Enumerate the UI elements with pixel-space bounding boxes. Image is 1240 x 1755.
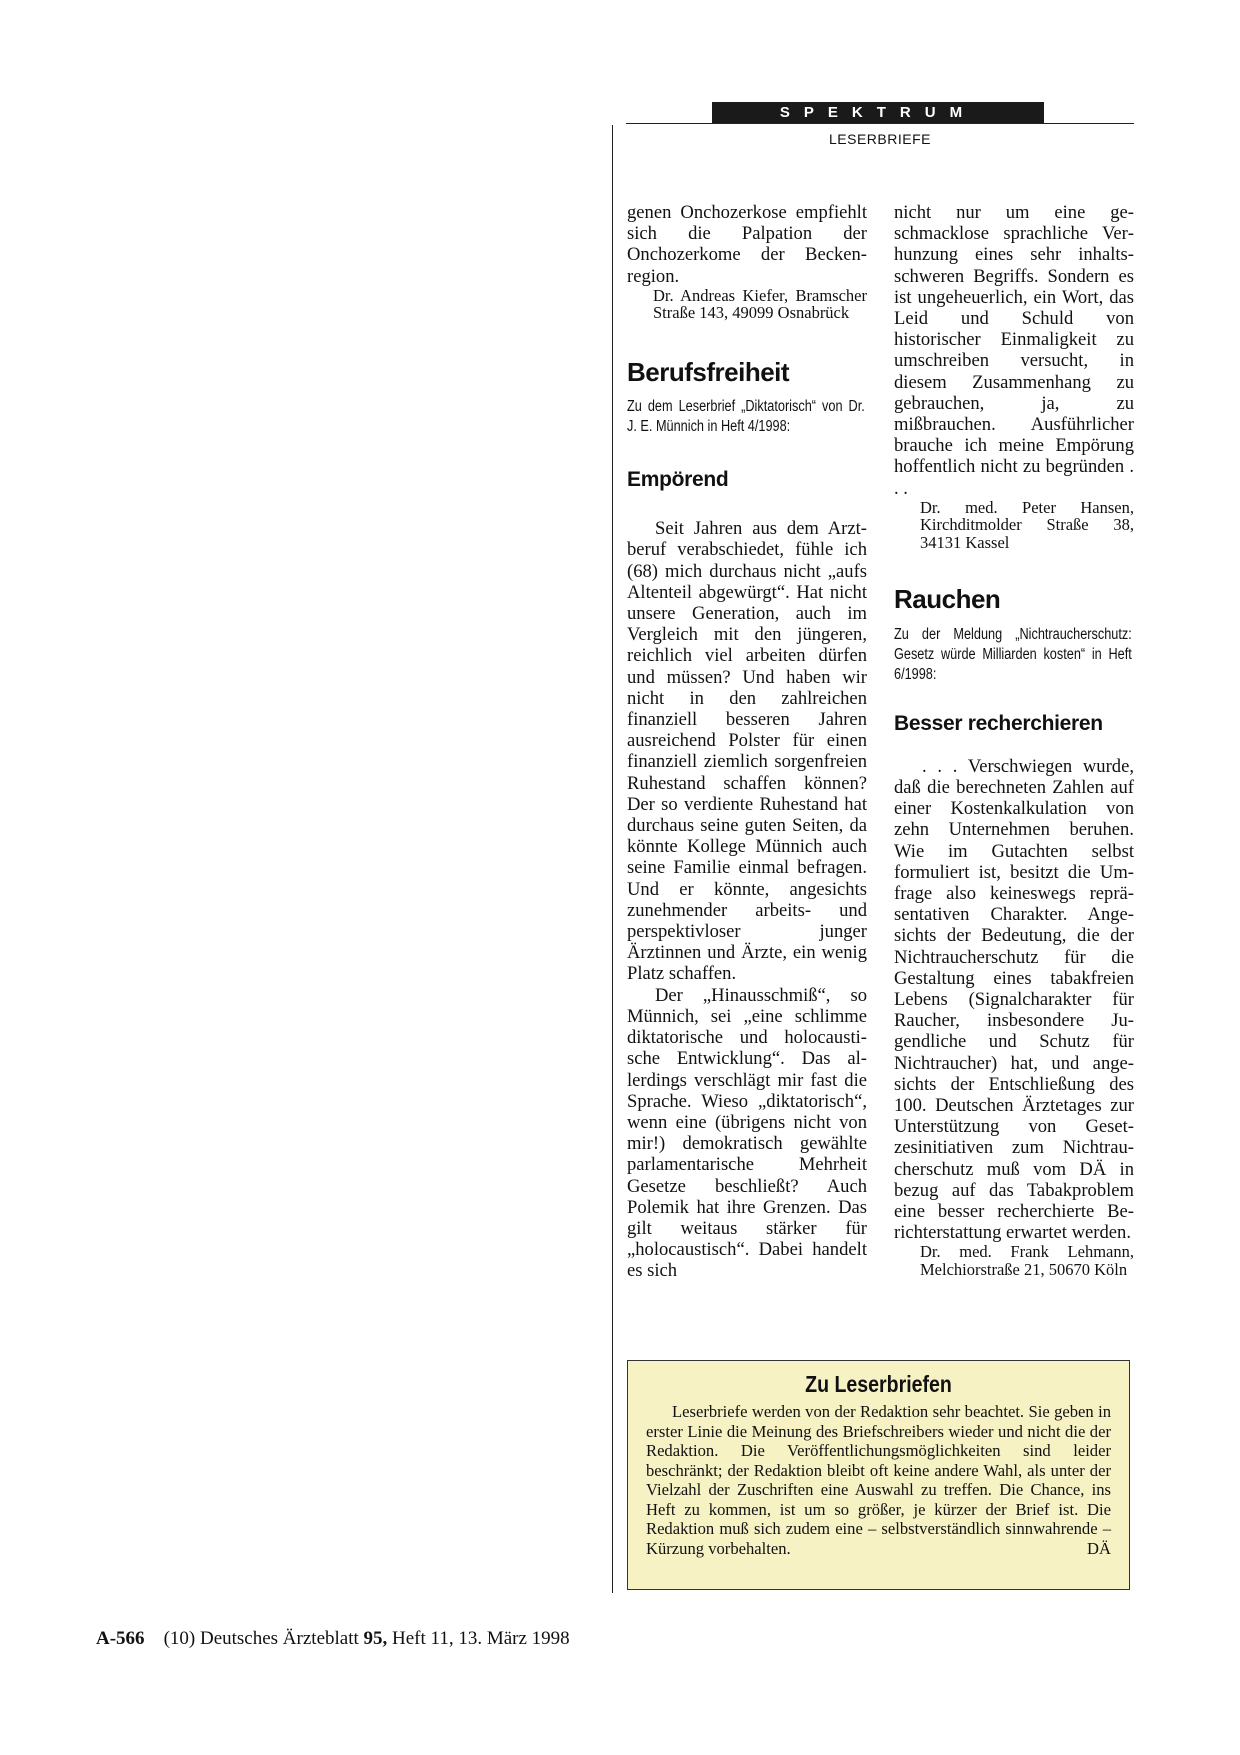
subheading-empoerend: Empörend [627, 468, 729, 492]
section-header-bar [712, 102, 1044, 123]
page-number: A-566 [96, 1628, 145, 1649]
footer-volume: 95, [363, 1628, 388, 1649]
letter-paragraph-2: Der „Hinausschmiß“, so Münnich, sei „eine schlimme diktatorische und holocaustische Entwicklung“. Das allerdings verschlägt mir fast die Sprache. Wieso „diktatorisch“, wenn eine (übrigens nicht von mir!) demokratisch gewählte parlamentarische Mehrheit Gesetze beschließt? Auch Polemik hat ihre Grenzen. Das gilt weitaus stärker für „holocaustisch“. Dabei handelt es sich [627, 984, 867, 1282]
page-footer [96, 1628, 570, 1650]
intro-signature: Dr. Andreas Kiefer, Bramscher Straße 143, 49099 Osnabrück [653, 285, 867, 323]
header-rule [626, 123, 1134, 124]
heading-rauchen: Rauchen [894, 584, 1001, 615]
heading-berufsfreiheit: Berufsfreiheit [627, 356, 790, 387]
info-box-text [646, 1402, 1111, 1558]
column-divider [612, 125, 613, 1593]
signature-hansen: Dr. med. Peter Hansen, Kirchditmolder Straße 38, 34131 Kassel [920, 497, 1134, 552]
heading-intro-berufsfreiheit: Zu dem Leserbrief „Diktatorisch“ von Dr. J. E. Münnich in Heft 4/1998: [627, 398, 865, 436]
footer-issue-prefix: (10) Deutsches Ärzteblatt [163, 1628, 359, 1649]
left-column [627, 202, 867, 1282]
subheading-besser-recherchieren: Besser recherchieren [894, 711, 1103, 735]
info-box-sign: DÄ [1087, 1538, 1111, 1558]
intro-text: genen Onchozerkose empfiehlt sich die Palpation der Onchozerkome der Beckenregion. [627, 202, 867, 287]
info-box-body: Leserbriefe werden von der Redaktion sehr beachtet. Sie geben in erster Linie die Meinung des Briefschreibers wieder und nicht die der Redaktion. Die Veröffentlichungsmöglichkeiten sind leider beschränkt; der Redaktion bleibt oft keine andere Wahl, als unter der Vielzahl der Zuschriften eine Auswahl zu treffen. Die Chance, ins Heft zu kommen, ist um so größer, je kürzer der Brief ist. Die Redaktion muß sich zudem eine – selbstverständlich sinnwahrende – Kürzung vorbehalten. [646, 1402, 1111, 1558]
letter-paragraph-rauchen: . . . Verschwiegen wurde, daß die berechneten Zahlen auf einer Kostenkalkulation von zehn Unternehmen beruhen. Wie im Gutachten selbst formuliert ist, besitzt die Umfrage also keineswegs repräsentativen Charakter. Angesichts der Bedeutung, die der Nichtraucherschutz für die Gestaltung eines tabakfreien Lebens (Signalcharakter für Raucher, insbesondere Jugendliche und Schutz für Nichtraucher) hat, und angesichts der Entschließung des 100. Deutschen Ärztetages zur Unterstützung von Gesetzesinitiativen zum Nichtraucherschutz muß vom DÄ in bezug auf das Tabakproblem eine besser recherchierte Berichterstattung erwartet werden. [894, 755, 1134, 1244]
signature-lehmann: Dr. med. Frank Lehmann, Melchiorstraße 21, 50670 Köln [920, 1242, 1134, 1279]
letter-continuation: nicht nur um eine geschmacklose sprachliche Verhunzung eines sehr inhaltsschweren Begriffs. Sondern es ist ungeheuerlich, ein Wort, das Leid und Schuld von historischer Einmaligkeit zu umschreiben versucht, in diesem Zusammenhang zu gebrauchen, ja, zu mißbrauchen. Ausführlicher brauche ich meine Empörung hoffentlich nicht zu begründen . . . [894, 202, 1134, 499]
letter-paragraph-1: Seit Jahren aus dem Arztberuf verabschiedet, fühle ich (68) mich durchaus nicht „aufs Altenteil abgewürgt“. Hat nicht unsere Generation, auch im Vergleich mit den jüngeren, reichlich viel arbeiten dürfen und müssen? Und haben wir nicht in den zahlreichen finanziell besseren Jahren ausreichend Polster für einen finanziell ziemlich sorgenfreien Ruhestand schaffen können? Der so verdiente Ruhestand hat durchaus seine guten Seiten, da könnte Kollege Münnich auch seine Familie einmal befragen. Und er könnte, angesichts zunehmender arbeits- und perspektivloser junger Ärztinnen und Ärzte, ein wenig Platz schaffen. [627, 518, 867, 985]
section-title: SPEKTRUM [779, 104, 977, 121]
heading-intro-rauchen: Zu der Meldung „Nichtraucherschutz: Gesetz würde Milliarden kosten“ in Heft 6/1998: [894, 625, 1132, 683]
footer-issue-rest: Heft 11, 13. März 1998 [392, 1628, 570, 1649]
info-box-title: Zu Leserbriefen [805, 1371, 952, 1397]
subsection-title: LESERBRIEFE [829, 131, 931, 147]
right-column [894, 202, 1134, 1278]
info-box [627, 1360, 1130, 1590]
